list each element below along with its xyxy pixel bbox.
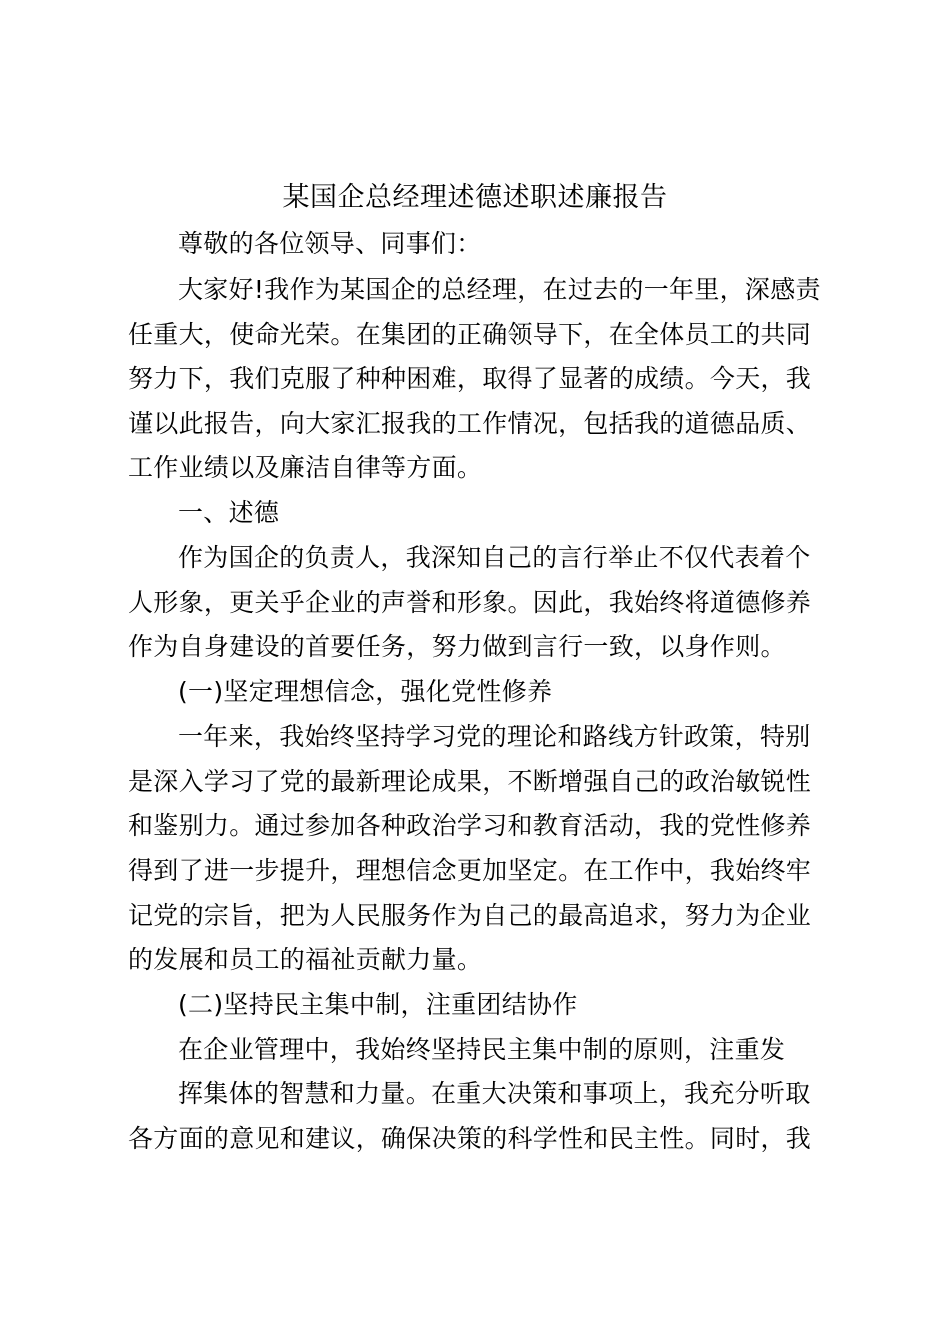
paragraph-line: 努力下，我们克服了种种困难，取得了显著的成绩。今天，我 [128,364,812,393]
paragraph-line: 作为自身建设的首要任务，努力做到言行一致，以身作则。 [128,632,786,661]
paragraph-line: 工作业绩以及廉洁自律等方面。 [128,453,483,482]
paragraph-line: 是深入学习了党的最新理论成果，不断增强自己的政治敏锐性 [128,767,812,796]
paragraph-line: 任重大，使命光荣。在集团的正确领导下，在全体员工的共同 [128,320,812,349]
paragraph-line: 大家好!我作为某国企的总经理，在过去的一年里，深感责 [178,275,821,304]
paragraph-line: 各方面的意见和建议，确保决策的科学性和民主性。同时，我 [128,1124,812,1153]
salutation-line: 尊敬的各位领导、同事们： [178,229,482,258]
paragraph-line: 一年来，我始终坚持学习党的理论和路线方针政策，特别 [178,722,811,751]
paragraph-line: 在企业管理中，我始终坚持民主集中制的原则，注重发 [178,1035,786,1064]
section-heading: 一、述德 [178,498,280,527]
paragraph-line: 人形象，更关乎企业的声誉和形象。因此，我始终将道德修养 [128,588,812,617]
paragraph-line: 作为国企的负责人，我深知自己的言行举止不仅代表着个 [178,543,811,572]
subsection-heading: (二)坚持民主集中制，注重团结协作 [178,990,578,1019]
subsection-heading: (一)坚定理想信念，强化党性修养 [178,677,553,706]
paragraph-line: 记党的宗旨，把为人民服务作为自己的最高追求，努力为企业 [128,901,812,930]
document-title: 某国企总经理述德述职述廉报告 [282,182,668,213]
paragraph-line: 挥集体的智慧和力量。在重大决策和事项上，我充分听取 [178,1079,811,1108]
paragraph-line: 和鉴别力。通过参加各种政治学习和教育活动，我的党性修养 [128,811,812,840]
paragraph-line: 得到了进一步提升，理想信念更加坚定。在工作中，我始终牢 [128,856,812,885]
paragraph-line: 谨以此报告，向大家汇报我的工作情况，包括我的道德品质、 [128,409,812,438]
paragraph-line: 的发展和员工的福祉贡献力量。 [128,945,483,974]
